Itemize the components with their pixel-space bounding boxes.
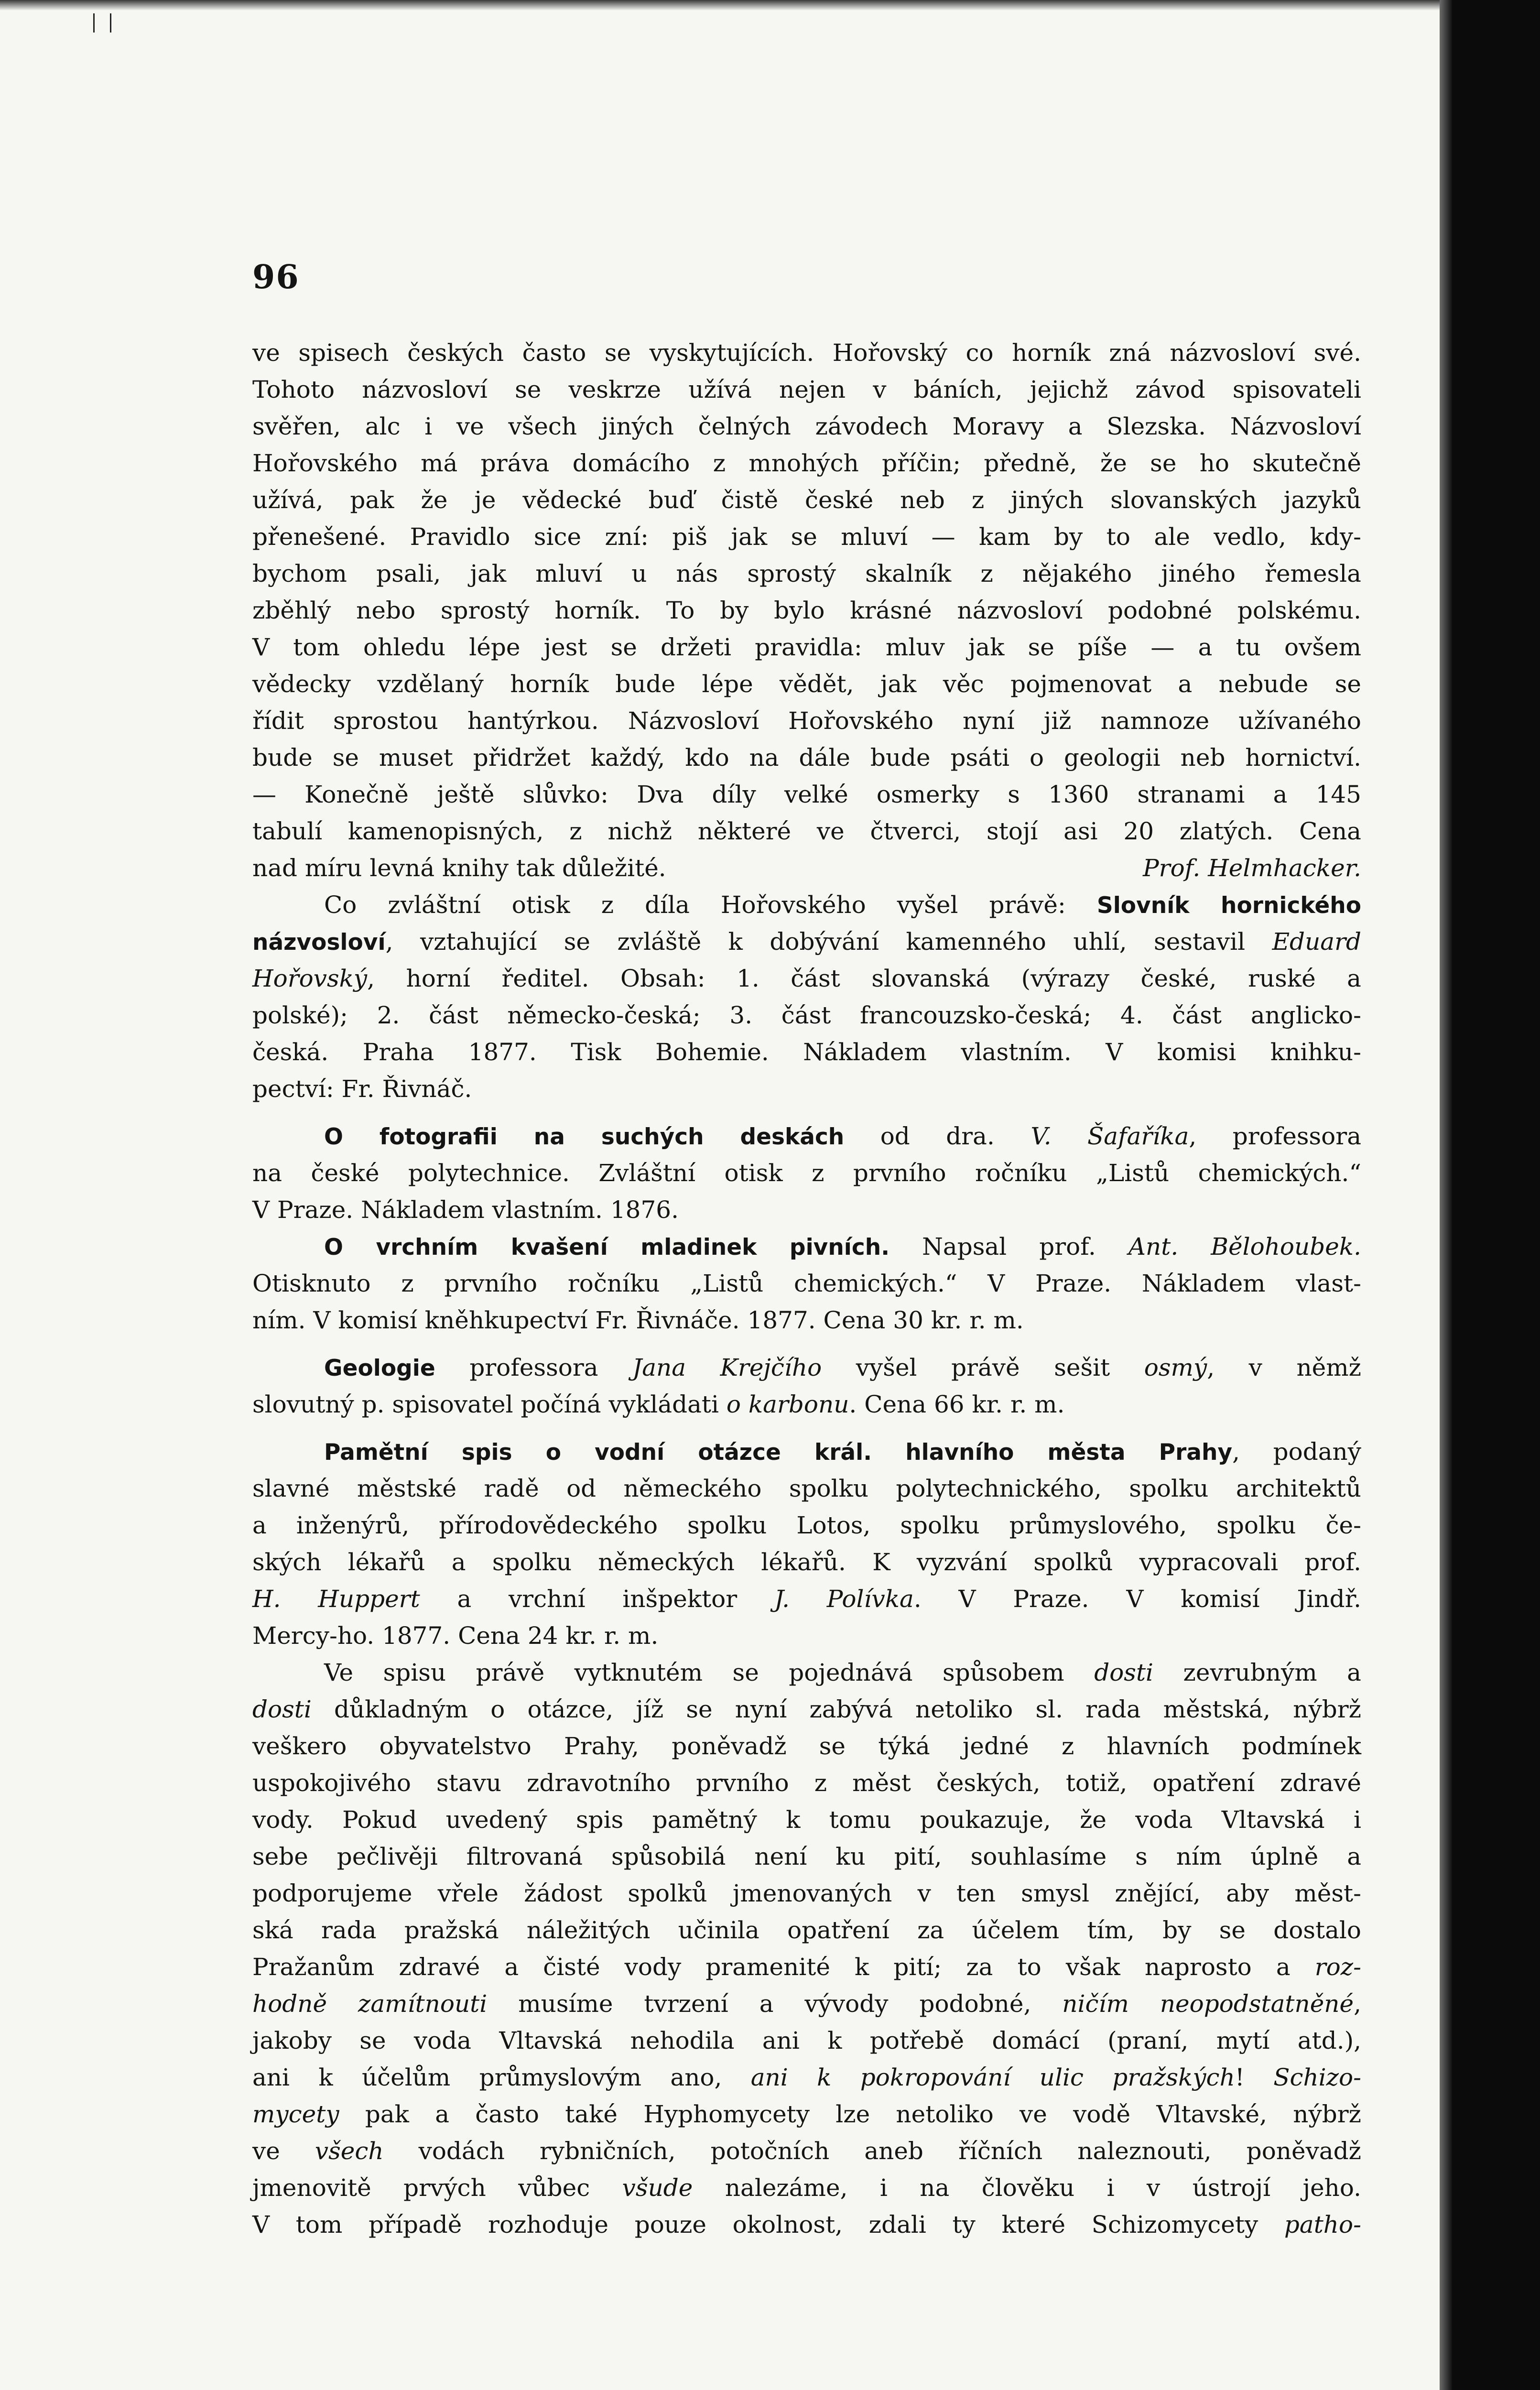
body-line: ských lékařů a spolku německých lékařů. K vyzvání spolků vypracovali prof. <box>252 1548 1361 1576</box>
emphasis: dosti <box>252 1695 312 1723</box>
body-line <box>252 2206 1361 2243</box>
text-run: ani k účelům průmyslovým ano, <box>252 2064 751 2091</box>
text-run: , professora <box>1189 1122 1361 1150</box>
signature: Prof. Helmhacker. <box>1143 854 1361 882</box>
body-line <box>252 1386 1361 1423</box>
book-title: názvosloví <box>252 929 386 956</box>
body-line: ská rada pražská náležitých učinila opatření za účelem tím, by se dostalo <box>252 1916 1361 1944</box>
body-line: Hořovského má práva domácího z mnohých příčin; předně, že se ho skutečně <box>252 449 1361 477</box>
body-line <box>252 1434 1361 1470</box>
text-run: a vrchní inšpektor <box>420 1585 774 1613</box>
text-run: důkladným o otázce, jíž se nyní zabývá netoliko sl. rada městská, nýbrž <box>311 1695 1361 1723</box>
body-line: vody. Pokud uvedený spis pamětný k tomu poukazuje, že voda Vltavská i <box>252 1806 1361 1834</box>
body-line: sebe pečlivěji filtrovaná spůsobilá není ku pití, souhlasíme s ním úplně a <box>252 1843 1361 1870</box>
book-title: Slovník hornického <box>1096 892 1361 919</box>
scan-mark <box>93 13 95 33</box>
text-run: professora <box>435 1354 633 1381</box>
text-run: Pražanům zdravé a čisté vody pramenité k pití; za to však naprosto a <box>252 1953 1315 1981</box>
emphasis: všude <box>622 2174 693 2202</box>
text-run: vodách rybničních, potočních aneb říčních naleznouti, poněvadž <box>383 2137 1362 2165</box>
body-line: na české polytechnice. Zvláštní otisk z prvního ročníku „Listů chemických.“ <box>252 1159 1361 1187</box>
body-line <box>252 1949 1361 1986</box>
emphasis: ani k pokropování ulic pražských <box>750 2064 1235 2091</box>
body-line <box>252 2096 1361 2133</box>
body-line <box>252 923 1361 960</box>
text-run: , v němž <box>1207 1354 1361 1381</box>
body-line: zběhlý nebo sprostý horník. To by bylo krásné názvosloví podobné polskému. <box>252 597 1361 624</box>
body-line: bychom psali, jak mluví u nás sprostý skalník z nějakého jiného řemesla <box>252 560 1361 587</box>
book-title: Geologie <box>324 1355 435 1381</box>
body-line <box>252 887 1361 923</box>
text-run: Co zvláštní otisk z díla Hořovského vyšel právě: <box>324 891 1097 919</box>
text-run: , horní ředitel. Obsah: 1. část slovanská (výrazy české, ruské a <box>367 965 1361 992</box>
text-run: ve <box>252 2137 315 2165</box>
body-line <box>252 850 1361 887</box>
body-line: uspokojivého stavu zdravotního prvního z měst českých, totiž, opatření zdravé <box>252 1769 1361 1797</box>
text-run: slovutný p. spisovatel počíná vykládati <box>252 1391 727 1418</box>
body-line <box>252 1118 1361 1155</box>
body-line: česká. Praha 1877. Tisk Bohemie. Nákladem vlastním. V komisi knihku- <box>252 1038 1361 1066</box>
author-name: Hořovský <box>252 965 368 992</box>
body-line <box>252 1349 1361 1386</box>
emphasis: dosti <box>1094 1659 1154 1686</box>
body-line <box>252 1654 1361 1691</box>
author-name: J. Polívka <box>774 1585 914 1613</box>
body-line: vědecky vzdělaný horník bude lépe vědět, jak věc pojmenovat a nebude se <box>252 670 1361 698</box>
text-run: , <box>1354 1990 1361 2018</box>
body-line <box>252 1228 1361 1265</box>
body-line: a inženýrů, přírodovědeckého spolku Lotos, spolku průmyslového, spolku če- <box>252 1511 1361 1539</box>
text-run: vyšel právě sešit <box>822 1354 1144 1381</box>
text-run: od dra. <box>844 1122 1031 1150</box>
text-run: . V Praze. V komisí Jindř. <box>913 1585 1361 1613</box>
book-title: O vrchním kvašení mladinek pivních. <box>324 1234 890 1260</box>
scan-right-border <box>1440 0 1540 2390</box>
text-run: Ve spisu právě vytknutém se pojednává spůsobem <box>324 1659 1095 1686</box>
scan-top-shadow <box>0 0 1440 11</box>
author-name: Ant. Bělohoubek. <box>1128 1233 1361 1260</box>
author-name: V. Šafaříka <box>1030 1122 1189 1150</box>
body-line <box>252 1581 1361 1618</box>
body-line: podporujeme vřele žádost spolků jmenovaných v ten smysl znějící, aby měst- <box>252 1879 1361 1907</box>
text-run: , podaný <box>1232 1438 1361 1466</box>
body-line <box>252 960 1361 997</box>
book-title: O fotografii na suchých deskách <box>324 1124 845 1150</box>
body-line <box>252 2133 1361 2170</box>
author-name: Jana Krejčího <box>632 1354 822 1381</box>
emphasis: patho- <box>1284 2211 1361 2238</box>
body-line <box>252 2059 1361 2096</box>
text-run: nalezáme, i na člověku i v ústrojí jeho. <box>693 2174 1361 2202</box>
body-line: ve spisech českých často se vyskytujících. Hořovský co horník zná názvosloví své. <box>252 339 1361 367</box>
body-line <box>252 1691 1361 1728</box>
emphasis: všech <box>315 2137 384 2165</box>
text-run: pak a často také Hyphomycety lze netoliko ve vodě Vltavské, nýbrž <box>339 2100 1361 2128</box>
text-run: . Cena 66 kr. r. m. <box>849 1391 1065 1418</box>
body-line: veškero obyvatelstvo Prahy, poněvadž se týká jedné z hlavních podmínek <box>252 1732 1361 1760</box>
body-line: užívá, pak že je vědecké buď čistě české neb z jiných slovanských jazyků <box>252 486 1361 514</box>
emphasis: roz- <box>1314 1953 1361 1981</box>
text-run: zevrubným a <box>1153 1659 1361 1686</box>
body-line: ním. V komisí kněhkupectví Fr. Řivnáče. 1877. Cena 30 kr. r. m. <box>252 1306 1024 1334</box>
text-run: ! <box>1235 2064 1274 2091</box>
text-run: , vztahující se zvláště k dobývání kamenného uhlí, sestavil <box>385 928 1272 956</box>
text-run: jmenovitě prvých vůbec <box>252 2174 622 2202</box>
body-line: bude se muset přidržet každý, kdo na dále bude psáti o geologii neb hornictví. <box>252 744 1361 771</box>
body-line <box>252 2170 1361 2206</box>
text-run: musíme tvrzení a vývody podobné, <box>487 1990 1063 2018</box>
body-line: jakoby se voda Vltavská nehodila ani k potřebě domácí (praní, mytí atd.), <box>252 2027 1361 2054</box>
book-title: Pamětní spis o vodní otázce král. hlavního města Prahy <box>324 1439 1233 1466</box>
text-run: Napsal prof. <box>889 1233 1128 1260</box>
emphasis: ničím neopodstatněné <box>1062 1990 1354 2018</box>
closing-text: nad míru levná knihy tak důležité. <box>252 854 666 882</box>
body-line: řídit sprostou hantýrkou. Názvosloví Hořovského nyní již namnoze užívaného <box>252 707 1361 735</box>
author-name: Eduard <box>1272 928 1361 956</box>
author-name: H. Huppert <box>252 1585 420 1613</box>
body-line: V tom ohledu lépe jest se držeti pravidla: mluv jak se píše — a tu ovšem <box>252 633 1361 661</box>
body-line: Tohoto názvosloví se veskrze užívá nejen v báních, jejichž závod spisovateli <box>252 376 1361 403</box>
body-line: svěřen, alc i ve všech jiných čelných závodech Moravy a Slezska. Názvosloví <box>252 413 1361 440</box>
body-line: pectví: Fr. Řivnáč. <box>252 1075 472 1103</box>
emphasis: o karbonu <box>726 1391 849 1418</box>
emphasis: osmý <box>1144 1354 1207 1381</box>
text-run: V tom případě rozhoduje pouze okolnost, zdali ty které Schizomycety <box>252 2211 1284 2238</box>
page-number: 96 <box>252 258 300 296</box>
body-line: polské); 2. část německo-česká; 3. část francouzsko-česká; 4. část anglicko- <box>252 1001 1361 1029</box>
body-line: slavné městské radě od německého spolku polytechnického, spolku architektů <box>252 1475 1361 1502</box>
body-line: — Konečně ještě slůvko: Dva díly velké osmerky s 1360 stranami a 145 <box>252 781 1361 808</box>
body-line: přenešené. Pravidlo sice zní: piš jak se mluví — kam by to ale vedlo, kdy- <box>252 523 1361 551</box>
body-line: tabulí kamenopisných, z nichž některé ve čtverci, stojí asi 20 zlatých. Cena <box>252 817 1361 845</box>
body-line: Otisknuto z prvního ročníku „Listů chemických.“ V Praze. Nákladem vlast- <box>252 1270 1361 1297</box>
emphasis: hodně zamítnouti <box>252 1990 488 2018</box>
scan-mark <box>110 13 111 33</box>
body-line: V Praze. Nákladem vlastním. 1876. <box>252 1196 679 1224</box>
body-line <box>252 1986 1361 2022</box>
emphasis: mycety <box>252 2100 339 2128</box>
body-line: Mercy-ho. 1877. Cena 24 kr. r. m. <box>252 1622 659 1650</box>
emphasis: Schizo- <box>1273 2064 1361 2091</box>
page-body <box>252 335 1361 2243</box>
